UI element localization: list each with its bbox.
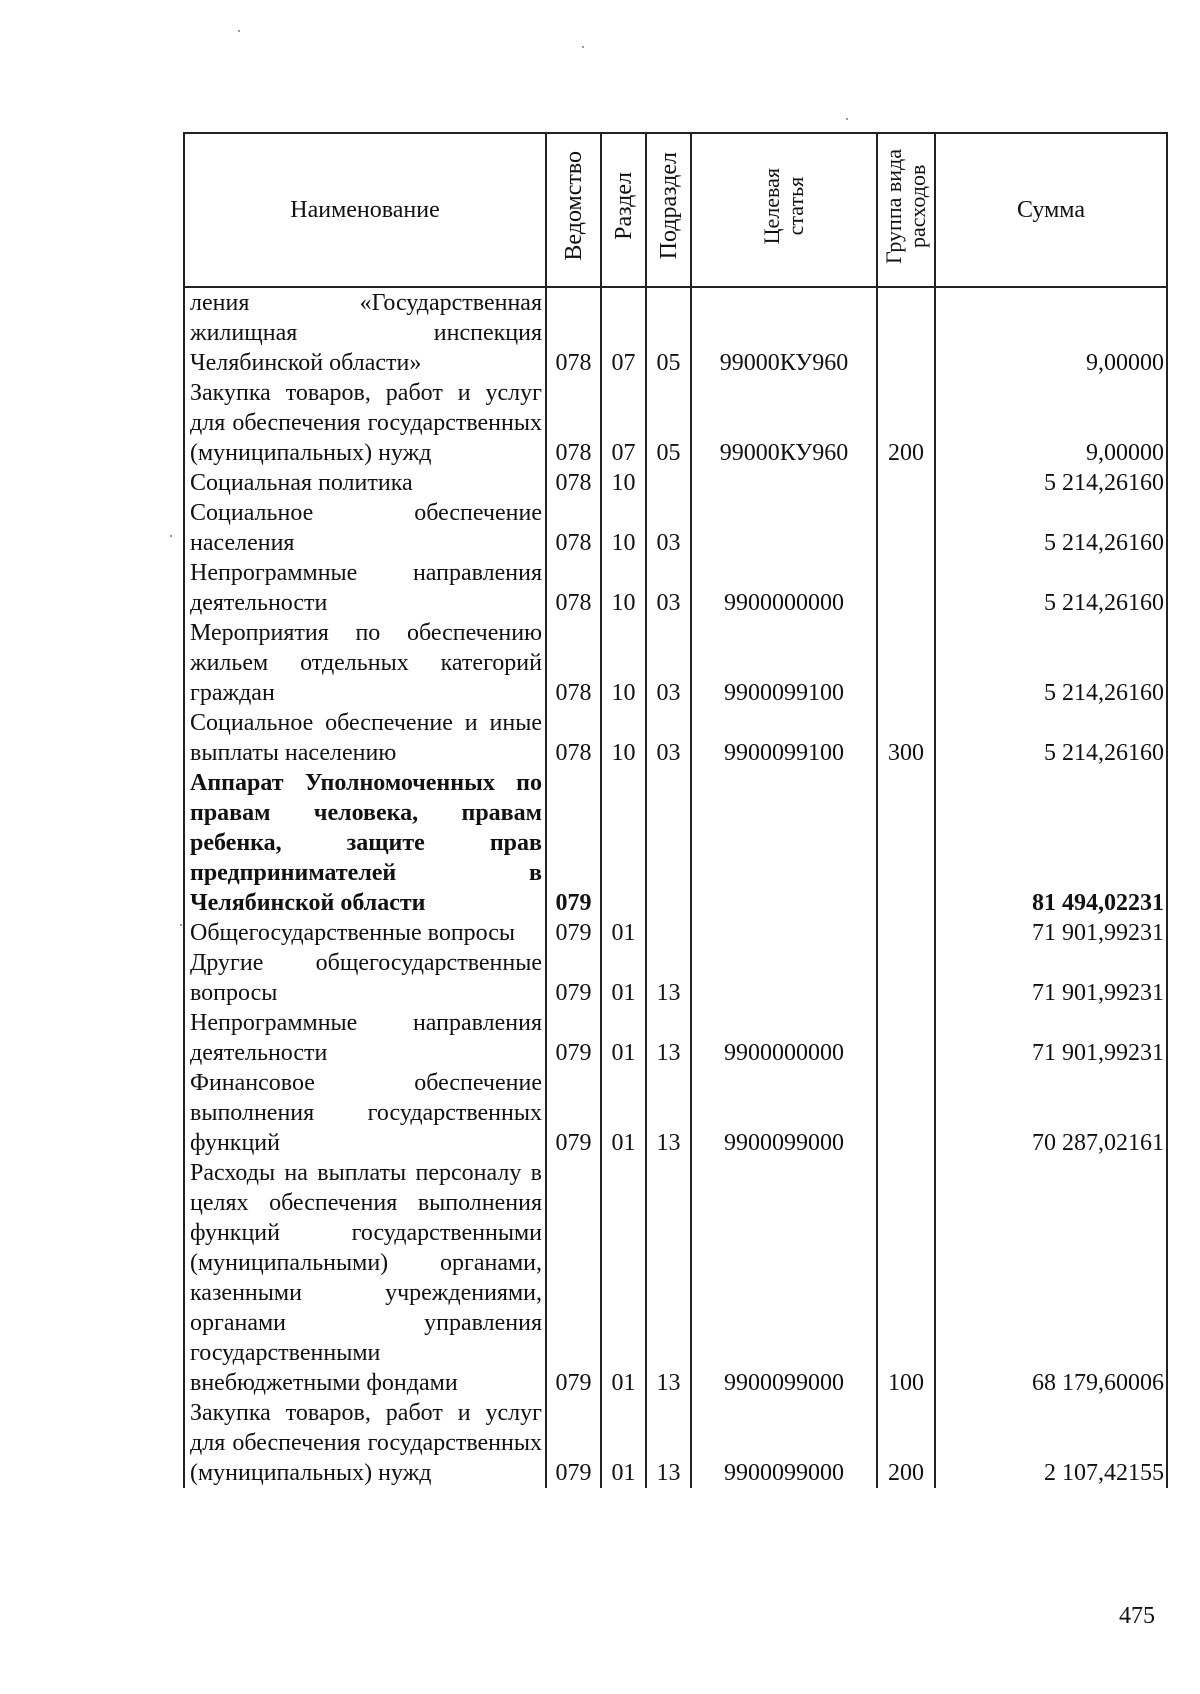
row-summa: 5 214,26160 bbox=[935, 558, 1167, 618]
row-summa: 5 214,26160 bbox=[935, 708, 1167, 768]
row-vedomstvo: 079 bbox=[546, 1008, 601, 1068]
row-name: Общегосударственные вопросы bbox=[184, 918, 546, 948]
row-vedomstvo: 078 bbox=[546, 498, 601, 558]
row-razdel: 01 bbox=[601, 948, 646, 1008]
row-summa: 71 901,99231 bbox=[935, 918, 1167, 948]
row-vedomstvo: 079 bbox=[546, 918, 601, 948]
row-podrazdel: 03 bbox=[646, 498, 691, 558]
header-celevaya-line1: Целевая bbox=[759, 167, 784, 245]
row-gruppa-vida: 100 bbox=[877, 1158, 935, 1398]
row-razdel: 10 bbox=[601, 618, 646, 708]
table-row bbox=[184, 468, 1167, 498]
table-row bbox=[184, 618, 1167, 708]
row-celevaya-statya: 9900099000 bbox=[691, 1068, 877, 1158]
row-gruppa-vida bbox=[877, 1008, 935, 1068]
table-header bbox=[184, 133, 1167, 287]
row-gruppa-vida: 200 bbox=[877, 378, 935, 468]
row-razdel: 10 bbox=[601, 468, 646, 498]
row-vedomstvo: 078 bbox=[546, 468, 601, 498]
row-name: Закупка товаров, работ и услуг для обеспечения государственных (муниципальных) нужд bbox=[184, 378, 546, 468]
row-razdel: 10 bbox=[601, 498, 646, 558]
page-number: 475 bbox=[1119, 1603, 1155, 1629]
row-gruppa-vida bbox=[877, 948, 935, 1008]
table-row bbox=[184, 1068, 1167, 1158]
row-summa: 70 287,02161 bbox=[935, 1068, 1167, 1158]
row-podrazdel: 13 bbox=[646, 1398, 691, 1488]
budget-table bbox=[183, 132, 1168, 1488]
row-summa: 71 901,99231 bbox=[935, 1008, 1167, 1068]
scan-speck bbox=[170, 535, 172, 537]
table-row bbox=[184, 378, 1167, 468]
row-summa: 9,00000 bbox=[935, 287, 1167, 378]
header-gruppa-line2: расходов bbox=[905, 164, 930, 248]
header-summa: Сумма bbox=[935, 133, 1167, 287]
scan-speck bbox=[582, 46, 584, 48]
row-name: Другие общегосударственные вопросы bbox=[184, 948, 546, 1008]
row-name: Закупка товаров, работ и услуг для обеспечения государственных (муниципальных) нужд bbox=[184, 1398, 546, 1488]
row-gruppa-vida bbox=[877, 1068, 935, 1158]
row-celevaya-statya: 9900099000 bbox=[691, 1398, 877, 1488]
row-summa: 9,00000 bbox=[935, 378, 1167, 468]
row-razdel: 01 bbox=[601, 1068, 646, 1158]
header-name: Наименование bbox=[184, 133, 546, 287]
row-vedomstvo: 078 bbox=[546, 708, 601, 768]
row-summa: 5 214,26160 bbox=[935, 618, 1167, 708]
row-vedomstvo: 079 bbox=[546, 1158, 601, 1398]
row-podrazdel: 13 bbox=[646, 948, 691, 1008]
table-row bbox=[184, 1008, 1167, 1068]
row-summa: 81 494,02231 bbox=[935, 768, 1167, 918]
row-podrazdel: 13 bbox=[646, 1008, 691, 1068]
row-name: Мероприятия по обеспечению жильем отдельных категорий граждан bbox=[184, 618, 546, 708]
table-row bbox=[184, 918, 1167, 948]
row-gruppa-vida: 300 bbox=[877, 708, 935, 768]
row-name: Социальная политика bbox=[184, 468, 546, 498]
row-name: Аппарат Уполномоченных по правам человека, правам ребенка, защите прав предпринимателей в Челябинской области bbox=[184, 768, 546, 918]
row-razdel: 01 bbox=[601, 1158, 646, 1398]
row-celevaya-statya bbox=[691, 948, 877, 1008]
row-razdel: 01 bbox=[601, 1398, 646, 1488]
row-celevaya-statya: 9900099000 bbox=[691, 1158, 877, 1398]
row-name: Социальное обеспечение и иные выплаты населению bbox=[184, 708, 546, 768]
row-podrazdel: 05 bbox=[646, 287, 691, 378]
row-gruppa-vida: 200 bbox=[877, 1398, 935, 1488]
row-name: Социальное обеспечение населения bbox=[184, 498, 546, 558]
row-gruppa-vida bbox=[877, 287, 935, 378]
row-summa: 68 179,60006 bbox=[935, 1158, 1167, 1398]
table-row bbox=[184, 498, 1167, 558]
row-podrazdel: 05 bbox=[646, 378, 691, 468]
scan-speck bbox=[846, 118, 848, 120]
row-name: ления «Государственная жилищная инспекция Челябинской области» bbox=[184, 287, 546, 378]
row-celevaya-statya: 99000КУ960 bbox=[691, 287, 877, 378]
row-vedomstvo: 078 bbox=[546, 287, 601, 378]
table-row bbox=[184, 708, 1167, 768]
header-gruppa-line1: Группа вида bbox=[881, 148, 906, 264]
header-vedomstvo: Ведомство bbox=[546, 133, 601, 287]
row-celevaya-statya: 9900000000 bbox=[691, 1008, 877, 1068]
row-name: Финансовое обеспечение выполнения государственных функций bbox=[184, 1068, 546, 1158]
row-gruppa-vida bbox=[877, 918, 935, 948]
scan-speck bbox=[238, 30, 240, 32]
row-podrazdel: 03 bbox=[646, 708, 691, 768]
table-row bbox=[184, 948, 1167, 1008]
row-vedomstvo: 078 bbox=[546, 618, 601, 708]
row-gruppa-vida bbox=[877, 618, 935, 708]
row-celevaya-statya: 9900099100 bbox=[691, 618, 877, 708]
row-razdel: 07 bbox=[601, 287, 646, 378]
header-podrazdel: Подраздел bbox=[646, 133, 691, 287]
row-celevaya-statya: 9900099100 bbox=[691, 708, 877, 768]
row-vedomstvo: 079 bbox=[546, 1398, 601, 1488]
row-name: Непрограммные направления деятельности bbox=[184, 1008, 546, 1068]
row-podrazdel: 03 bbox=[646, 618, 691, 708]
row-gruppa-vida bbox=[877, 468, 935, 498]
row-podrazdel: 03 bbox=[646, 558, 691, 618]
row-vedomstvo: 078 bbox=[546, 558, 601, 618]
row-podrazdel bbox=[646, 918, 691, 948]
row-gruppa-vida bbox=[877, 558, 935, 618]
table-row bbox=[184, 558, 1167, 618]
row-razdel: 10 bbox=[601, 708, 646, 768]
header-celevaya-statya bbox=[691, 133, 877, 287]
row-celevaya-statya bbox=[691, 918, 877, 948]
row-summa: 5 214,26160 bbox=[935, 498, 1167, 558]
row-celevaya-statya bbox=[691, 468, 877, 498]
row-celevaya-statya bbox=[691, 768, 877, 918]
row-razdel: 01 bbox=[601, 1008, 646, 1068]
row-razdel bbox=[601, 768, 646, 918]
row-razdel: 07 bbox=[601, 378, 646, 468]
row-summa: 5 214,26160 bbox=[935, 468, 1167, 498]
row-name: Непрограммные направления деятельности bbox=[184, 558, 546, 618]
row-name: Расходы на выплаты персоналу в целях обеспечения выполнения функций государственными (муниципальными) органами, казенными учреждениями, органами управления государственными внебюджетными фондами bbox=[184, 1158, 546, 1398]
row-razdel: 01 bbox=[601, 918, 646, 948]
row-vedomstvo: 079 bbox=[546, 768, 601, 918]
row-summa: 71 901,99231 bbox=[935, 948, 1167, 1008]
table-row bbox=[184, 1398, 1167, 1488]
row-podrazdel: 13 bbox=[646, 1158, 691, 1398]
row-razdel: 10 bbox=[601, 558, 646, 618]
row-podrazdel bbox=[646, 768, 691, 918]
row-celevaya-statya: 99000КУ960 bbox=[691, 378, 877, 468]
scan-speck bbox=[180, 924, 182, 926]
row-celevaya-statya bbox=[691, 498, 877, 558]
row-summa: 2 107,42155 bbox=[935, 1398, 1167, 1488]
table-row bbox=[184, 1158, 1167, 1398]
header-razdel: Раздел bbox=[601, 133, 646, 287]
row-gruppa-vida bbox=[877, 498, 935, 558]
row-gruppa-vida bbox=[877, 768, 935, 918]
row-vedomstvo: 079 bbox=[546, 948, 601, 1008]
table-row bbox=[184, 287, 1167, 378]
row-podrazdel bbox=[646, 468, 691, 498]
header-gruppa-vida-rashodov bbox=[877, 133, 935, 287]
row-podrazdel: 13 bbox=[646, 1068, 691, 1158]
table-row bbox=[184, 768, 1167, 918]
row-celevaya-statya: 9900000000 bbox=[691, 558, 877, 618]
row-vedomstvo: 079 bbox=[546, 1068, 601, 1158]
header-celevaya-line2: статья bbox=[783, 176, 808, 236]
row-vedomstvo: 078 bbox=[546, 378, 601, 468]
table-body bbox=[184, 287, 1167, 1488]
